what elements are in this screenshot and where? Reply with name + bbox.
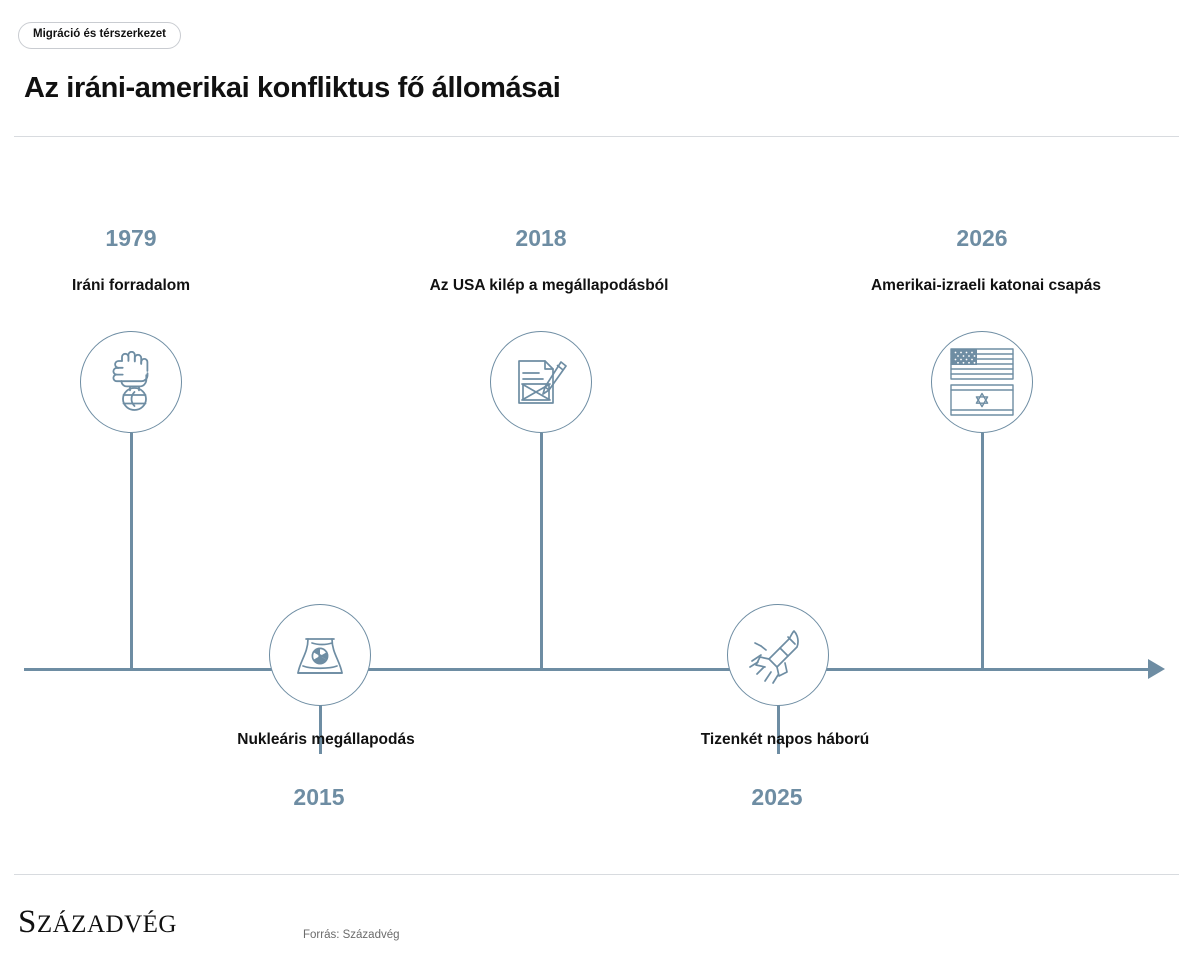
timeline-arrow-icon (1148, 659, 1165, 679)
event-node-2026[interactable] (931, 331, 1033, 433)
brand-logo-rest: ZÁZADVÉG (36, 911, 177, 938)
event-node-2018[interactable] (490, 331, 592, 433)
brand-logo-initial: S (18, 904, 37, 940)
page-title: Az iráni-amerikai konfliktus fő állomásai (24, 72, 561, 104)
category-tag-wrapper (18, 22, 181, 49)
event-stem-2026 (981, 433, 984, 669)
category-tag[interactable]: Migráció és térszerkezet (18, 22, 181, 49)
event-year-2015: 2015 (293, 784, 345, 810)
divider-bottom (14, 874, 1179, 875)
divider-top (14, 136, 1179, 137)
nuclear-cooling-tower-icon (290, 625, 350, 685)
timeline-axis (24, 668, 1156, 671)
event-stem-1979 (130, 433, 133, 669)
fist-icon (103, 351, 159, 413)
event-label-1979: Iráni forradalom (72, 277, 190, 294)
event-stem-2018 (540, 433, 543, 669)
event-label-2026: Amerikai-izraeli katonai csapás (870, 277, 1102, 294)
event-label-2015: Nukleáris megállapodás (237, 731, 415, 748)
fighter-jet-and-missile-icon (747, 625, 809, 685)
event-node-2015[interactable] (269, 604, 371, 706)
us-israel-flags-icon (947, 345, 1017, 419)
event-label-2018: Az USA kilép a megállapodásból (429, 277, 669, 294)
event-year-2026: 2026 (956, 225, 1008, 251)
event-year-2025: 2025 (751, 784, 803, 810)
timeline-diagram (0, 150, 1193, 850)
event-year-2018: 2018 (515, 225, 567, 251)
event-node-2025[interactable] (727, 604, 829, 706)
crossed-out-document-and-pen-icon (511, 353, 571, 411)
event-label-2025: Tizenkét napos háború (700, 731, 870, 748)
brand-logo (18, 904, 177, 941)
event-node-1979[interactable] (80, 331, 182, 433)
source-note: Forrás: Századvég (303, 929, 400, 941)
event-year-1979: 1979 (105, 225, 157, 251)
